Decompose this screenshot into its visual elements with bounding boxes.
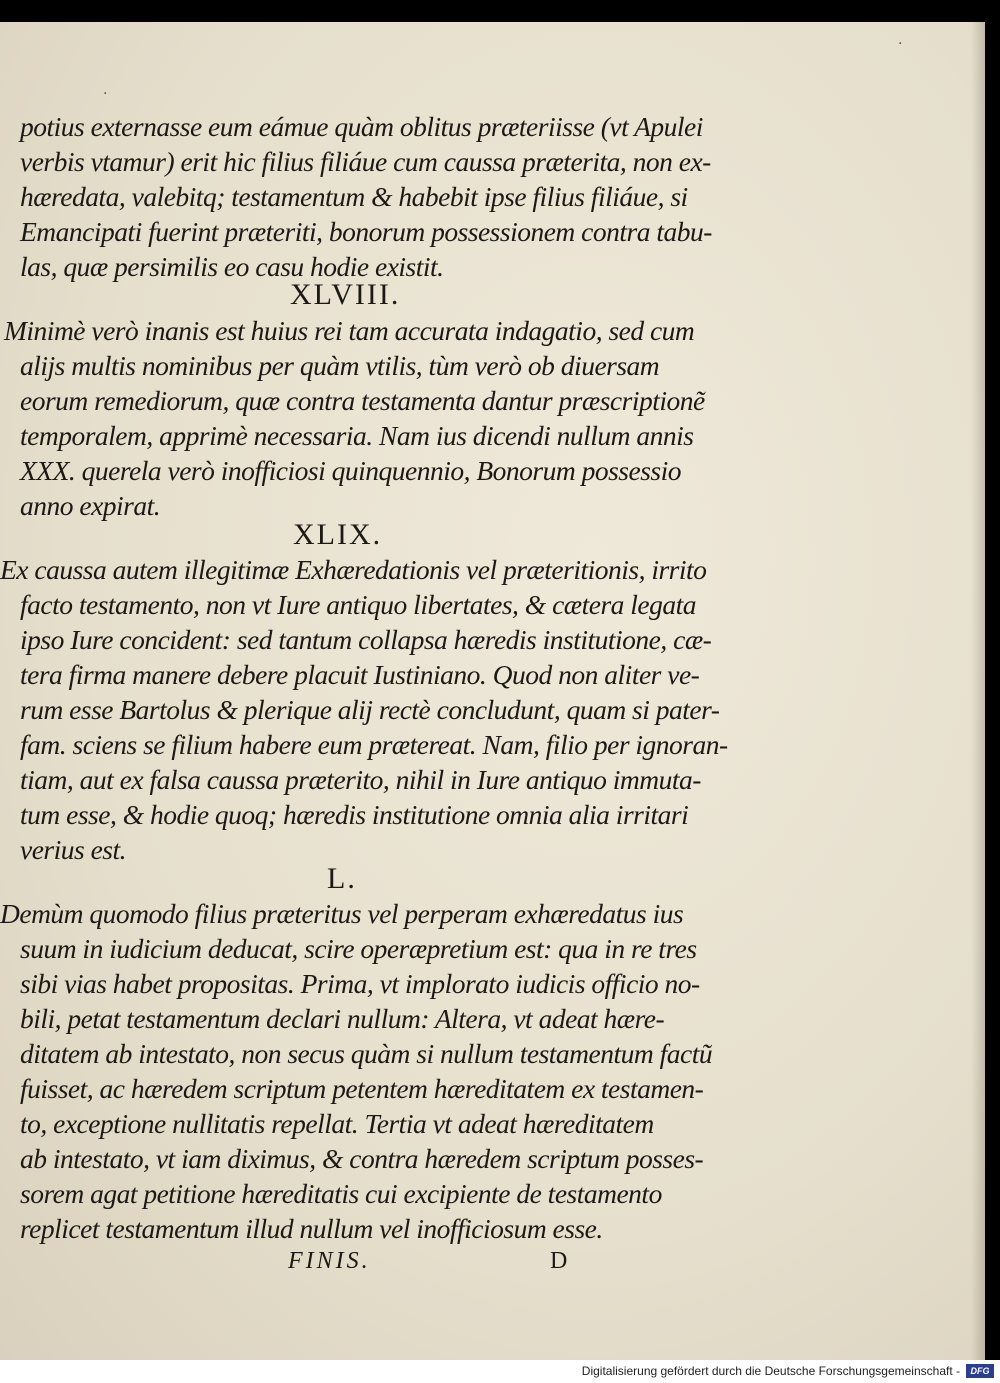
page-edge-shadow xyxy=(971,22,985,1360)
text-line: to, exceptione nullitatis repellat. Tertia vt adeat hæreditatem xyxy=(20,1108,654,1139)
text-line: ditatem ab intestato, non secus quàm si nullum testamentum factũ xyxy=(20,1038,713,1069)
text-line: Emancipati fuerint præteriti, bonorum possessionem contra tabu- xyxy=(20,216,712,247)
credit-text: Digitalisierung gefördert durch die Deutsche Forschungsgemeinschaft - xyxy=(581,1364,960,1378)
text-line: ab intestato, vt iam diximus, & contra hæredem scriptum posses- xyxy=(20,1143,704,1174)
text-line: facto testamento, non vt Iure antiquo libertates, & cætera legata xyxy=(20,589,697,620)
text-line: temporalem, apprimè necessaria. Nam ius dicendi nullum annis xyxy=(20,420,694,451)
text-line: alijs multis nominibus per quàm vtilis, tùm verò ob diuersam xyxy=(20,350,660,381)
text-line: sibi vias habet propositas. Prima, vt implorato iudicis officio no- xyxy=(20,968,700,999)
text-line: hæredata, valebitq; testamentum & habebit ipse filius filiáue, si xyxy=(20,181,688,212)
text-line: Demùm quomodo filius præteritus vel perperam exhæredatus ius xyxy=(0,898,684,929)
ink-speck: · xyxy=(103,86,108,102)
digitization-credit-bar xyxy=(0,1360,1000,1383)
text-line: XXX. querela verò inofficiosi quinquennio, Bonorum possessio xyxy=(20,455,681,486)
text-line: anno expirat. xyxy=(20,490,161,521)
text-line: fuisset, ac hæredem scriptum petentem hæreditatem ex testamen- xyxy=(20,1073,704,1104)
text-line: suum in iudicium deducat, scire operæpretium est: qua in re tres xyxy=(20,933,697,964)
finis-mark: FINIS. xyxy=(288,1248,371,1274)
text-line: verius est. xyxy=(20,834,127,865)
text-line: tum esse, & hodie quoq; hæredis institutione omnia alia irritari xyxy=(20,799,689,830)
text-line: bili, petat testamentum declari nullum: Altera, vt adeat hære- xyxy=(20,1003,665,1034)
section-heading-48: XLVIII. xyxy=(290,278,401,311)
dfg-logo: DFG xyxy=(966,1364,994,1378)
section-heading-50: L. xyxy=(327,862,357,895)
text-line: sorem agat petitione hæreditatis cui excipiente de testamento xyxy=(20,1178,662,1209)
text-line: potius externasse eum eámue quàm oblitus præteriisse (vt Apulei xyxy=(20,111,703,142)
text-line: tiam, aut ex falsa caussa præterito, nihil in Iure antiquo immuta- xyxy=(20,764,701,795)
section-heading-49: XLIX. xyxy=(293,518,383,551)
ink-speck: · xyxy=(898,36,903,52)
text-line: eorum remediorum, quæ contra testamenta dantur præscriptionẽ xyxy=(20,385,705,416)
book-page xyxy=(0,22,985,1360)
text-line: verbis vtamur) erit hic filius filiáue cum caussa præterita, non ex- xyxy=(20,146,711,177)
text-line: las, quæ persimilis eo casu hodie existit. xyxy=(20,251,444,282)
signature-mark: D xyxy=(550,1248,571,1274)
text-line: tera firma manere debere placuit Iustiniano. Quod non aliter ve- xyxy=(20,659,700,690)
text-line: fam. sciens se filium habere eum prætereat. Nam, filio per ignoran- xyxy=(20,729,728,760)
text-line: rum esse Bartolus & plerique alij rectè concludunt, quam si pater- xyxy=(20,694,720,725)
text-line: Minimè verò inanis est huius rei tam accurata indagatio, sed cum xyxy=(4,315,695,346)
text-line: replicet testamentum illud nullum vel inofficiosum esse. xyxy=(20,1213,603,1244)
text-line: Ex caussa autem illegitimæ Exhæredationis vel præteritionis, irrito xyxy=(0,554,707,585)
text-line: ipso Iure concident: sed tantum collapsa hæredis institutione, cæ- xyxy=(20,624,712,655)
